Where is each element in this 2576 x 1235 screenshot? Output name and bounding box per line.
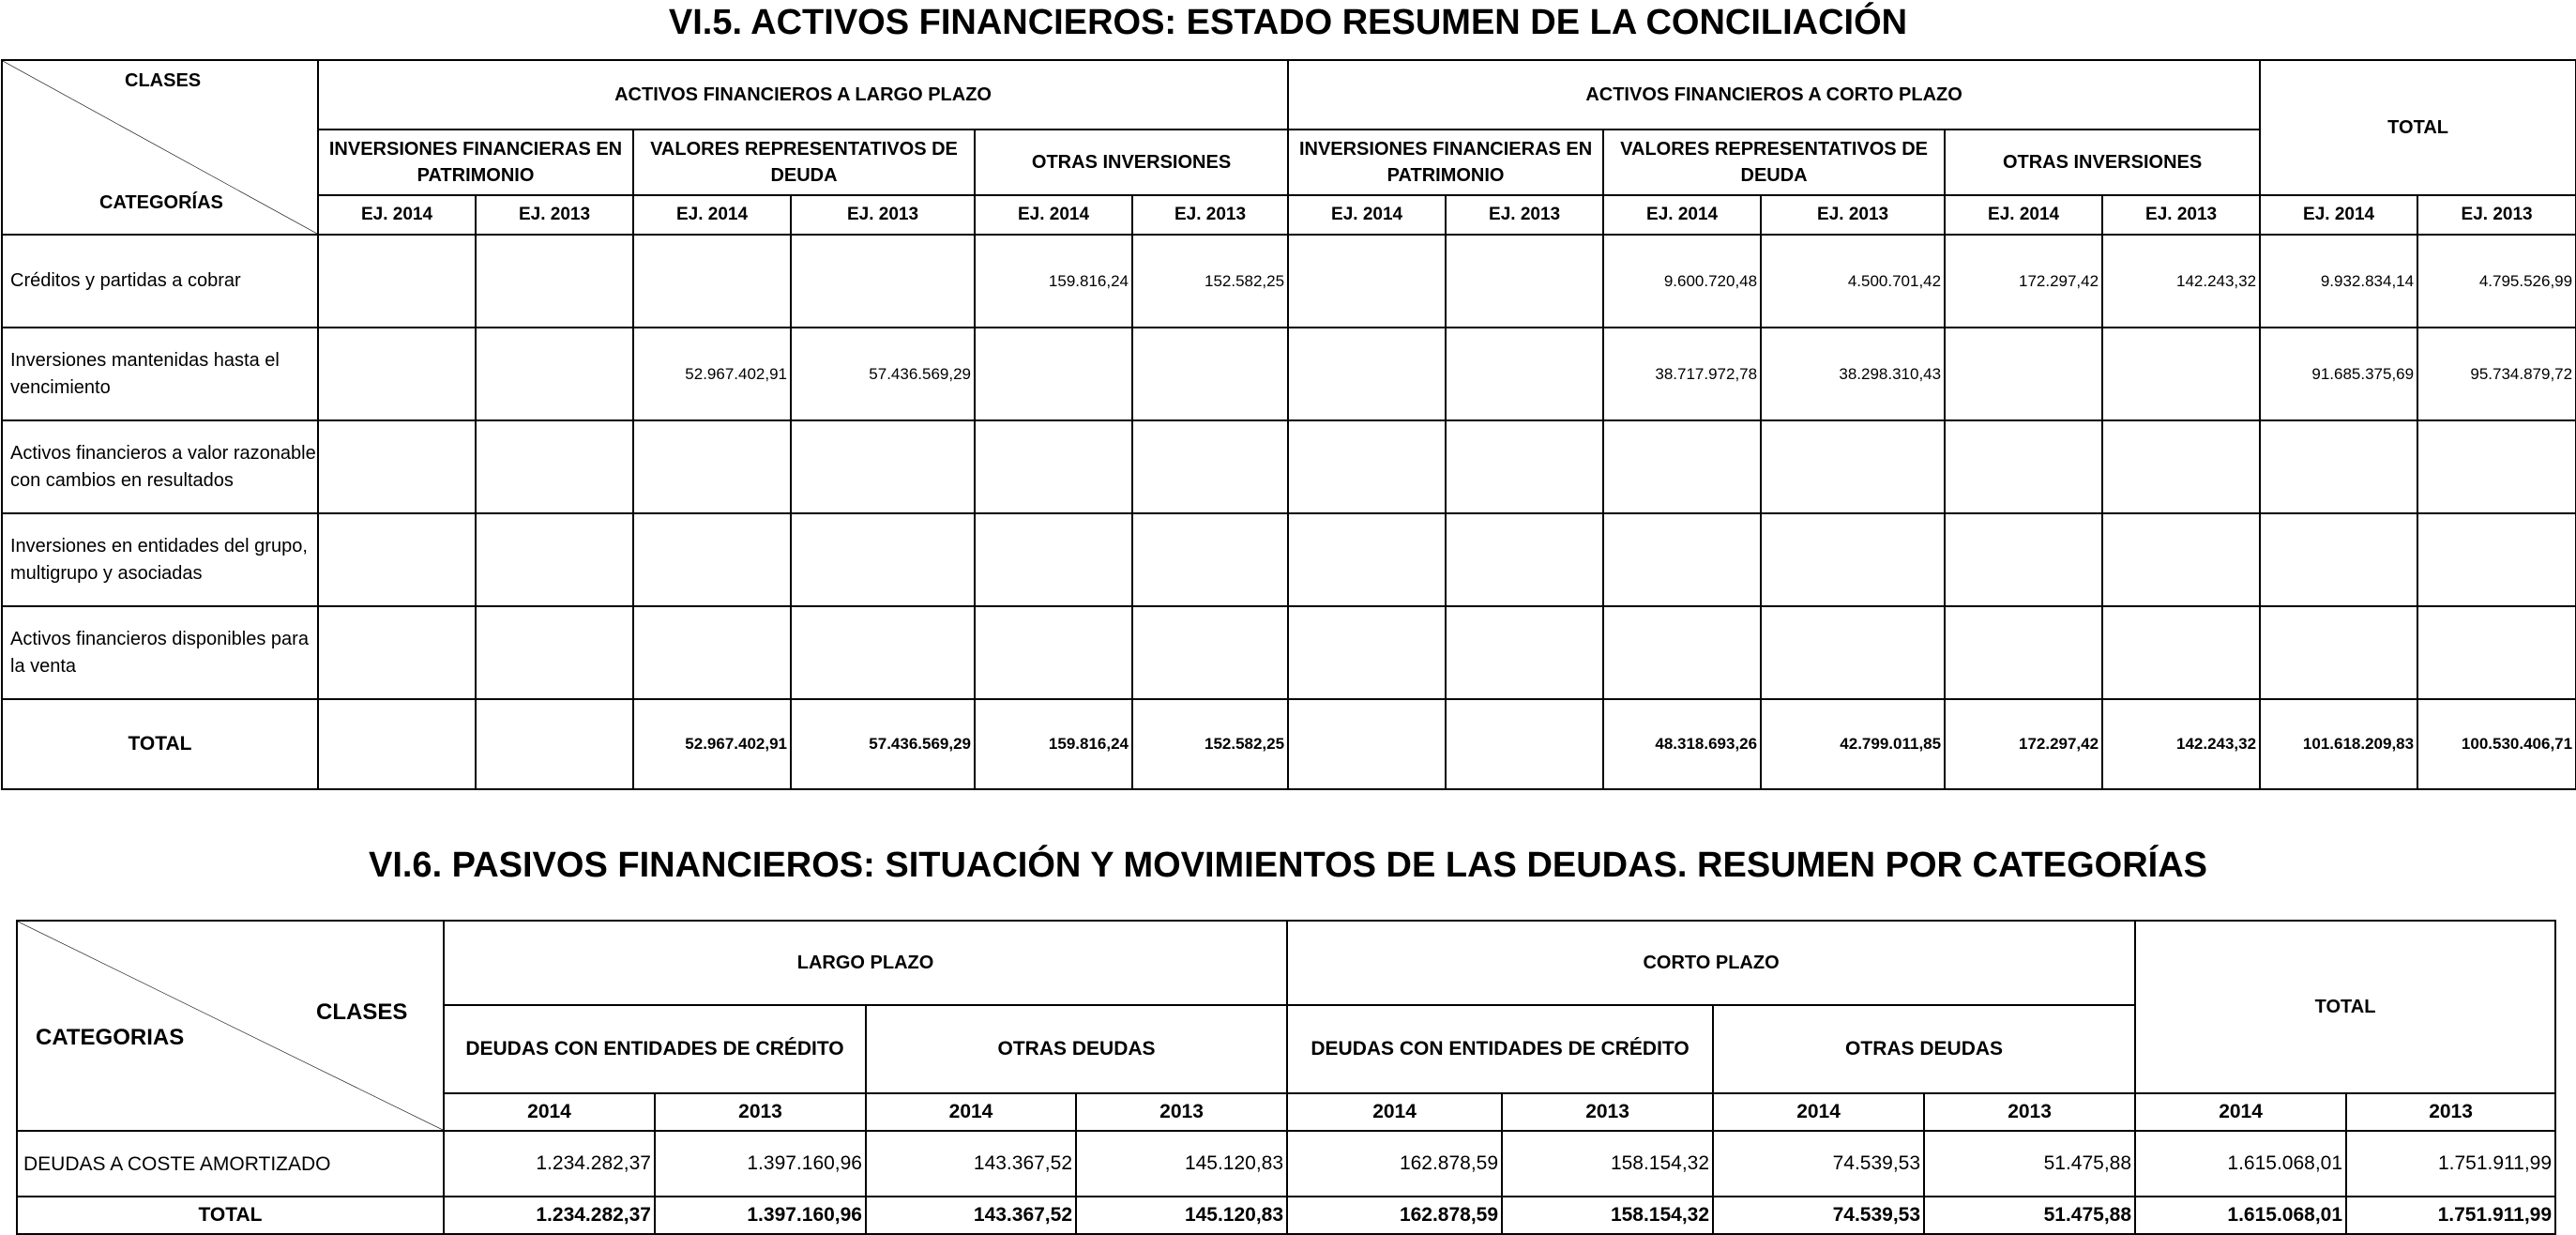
value-cell (1446, 606, 1603, 699)
value-cell (476, 606, 633, 699)
value-cell (1945, 513, 2102, 606)
year-header-cell: 2013 (2346, 1093, 2555, 1131)
value-cell (975, 513, 1132, 606)
total-value-cell: 101.618.209,83 (2260, 699, 2417, 789)
value-cell (1945, 606, 2102, 699)
sub-header-lp-otras-inversiones: OTRAS INVERSIONES (975, 130, 1288, 195)
value-cell (2417, 513, 2576, 606)
total-value-cell: 74.539,53 (1713, 1197, 1924, 1234)
total-value-cell: 152.582,25 (1132, 699, 1288, 789)
value-cell: 52.967.402,91 (633, 328, 791, 420)
year-header-cell: EJ. 2014 (318, 195, 476, 235)
sub-header-cp-valores-deuda: VALORES REPRESENTATIVOS DE DEUDA (1603, 130, 1945, 195)
value-cell: 4.500.701,42 (1761, 235, 1945, 328)
value-cell (476, 328, 633, 420)
value-cell: 159.816,24 (975, 235, 1132, 328)
year-header-cell: 2013 (1924, 1093, 2135, 1131)
value-cell (2102, 420, 2260, 513)
value-cell: 95.734.879,72 (2417, 328, 2576, 420)
year-header-cell: EJ. 2014 (2260, 195, 2417, 235)
total-value-cell: 143.367,52 (866, 1197, 1076, 1234)
row-category-label: Activos financieros disponibles para la venta (2, 606, 318, 699)
value-cell: 9.600.720,48 (1603, 235, 1761, 328)
value-cell: 38.717.972,78 (1603, 328, 1761, 420)
table-row (2, 513, 2576, 606)
sub-header-lp-valores-deuda: VALORES REPRESENTATIVOS DE DEUDA (633, 130, 975, 195)
value-cell (633, 235, 791, 328)
value-cell (2260, 420, 2417, 513)
value-cell (318, 420, 476, 513)
year-header-cell: EJ. 2013 (791, 195, 975, 235)
total-row (17, 1197, 2555, 1234)
value-cell: 74.539,53 (1713, 1131, 1924, 1197)
value-cell (318, 513, 476, 606)
activos-financieros-table (1, 59, 2576, 790)
group-total: TOTAL (2135, 921, 2555, 1093)
corner-clases-label: CLASES (125, 70, 202, 91)
value-cell: 57.436.569,29 (791, 328, 975, 420)
sub-header-cp-patrimonio: INVERSIONES FINANCIERAS EN PATRIMONIO (1288, 130, 1603, 195)
group-corto-plazo: ACTIVOS FINANCIEROS A CORTO PLAZO (1288, 60, 2260, 130)
value-cell (476, 513, 633, 606)
value-cell (1446, 235, 1603, 328)
value-cell (1288, 235, 1446, 328)
total-value-cell: 57.436.569,29 (791, 699, 975, 789)
year-header-cell: EJ. 2013 (1132, 195, 1288, 235)
value-cell (2102, 606, 2260, 699)
total-row-label: TOTAL (17, 1197, 444, 1234)
total-row (2, 699, 2576, 789)
value-cell (1132, 328, 1288, 420)
value-cell (1288, 328, 1446, 420)
year-header-cell: EJ. 2014 (1945, 195, 2102, 235)
value-cell (1446, 513, 1603, 606)
total-value-cell (1288, 699, 1446, 789)
value-cell (791, 235, 975, 328)
total-value-cell: 1.234.282,37 (444, 1197, 655, 1234)
value-cell (476, 235, 633, 328)
total-value-cell (318, 699, 476, 789)
year-header-cell: 2014 (444, 1093, 655, 1131)
table-row (2, 420, 2576, 513)
value-cell (633, 420, 791, 513)
sub-header-lp-otras-deudas: OTRAS DEUDAS (866, 1005, 1287, 1093)
table-row (2, 606, 2576, 699)
value-cell (476, 420, 633, 513)
group-largo-plazo: ACTIVOS FINANCIEROS A LARGO PLAZO (318, 60, 1288, 130)
year-header-cell: EJ. 2013 (2417, 195, 2576, 235)
corner-categorias-label: CATEGORÍAS (99, 192, 223, 213)
sub-header-lp-entidades-credito: DEUDAS CON ENTIDADES DE CRÉDITO (444, 1005, 866, 1093)
total-value-cell: 159.816,24 (975, 699, 1132, 789)
value-cell: 4.795.526,99 (2417, 235, 2576, 328)
total-value-cell: 1.615.068,01 (2135, 1197, 2346, 1234)
value-cell: 1.234.282,37 (444, 1131, 655, 1197)
value-cell (2417, 606, 2576, 699)
value-cell (1603, 513, 1761, 606)
year-header-cell: 2014 (1287, 1093, 1502, 1131)
year-header-cell: EJ. 2013 (1761, 195, 1945, 235)
value-cell (975, 606, 1132, 699)
year-header-cell: EJ. 2014 (633, 195, 791, 235)
year-header-cell: 2014 (866, 1093, 1076, 1131)
value-cell: 1.397.160,96 (655, 1131, 866, 1197)
value-cell (1132, 420, 1288, 513)
value-cell (318, 328, 476, 420)
year-header-cell: 2013 (655, 1093, 866, 1131)
value-cell: 1.751.911,99 (2346, 1131, 2555, 1197)
value-cell (1761, 513, 1945, 606)
year-header-cell: EJ. 2013 (1446, 195, 1603, 235)
value-cell: 9.932.834,14 (2260, 235, 2417, 328)
table-row (2, 235, 2576, 328)
value-cell (1603, 420, 1761, 513)
year-header-cell: 2013 (1502, 1093, 1713, 1131)
total-value-cell: 145.120,83 (1076, 1197, 1287, 1234)
group-largo-plazo: LARGO PLAZO (444, 921, 1287, 1005)
row-category-label: DEUDAS A COSTE AMORTIZADO (17, 1131, 444, 1197)
total-value-cell (1446, 699, 1603, 789)
sub-header-cp-otras-deudas: OTRAS DEUDAS (1713, 1005, 2135, 1093)
value-cell: 91.685.375,69 (2260, 328, 2417, 420)
row-category-label: Inversiones en entidades del grupo, multigrupo y asociadas (2, 513, 318, 606)
value-cell (2102, 328, 2260, 420)
total-value-cell: 162.878,59 (1287, 1197, 1502, 1234)
value-cell: 145.120,83 (1076, 1131, 1287, 1197)
value-cell (1288, 420, 1446, 513)
value-cell (1945, 328, 2102, 420)
corner-header-cell (17, 921, 444, 1131)
value-cell (1446, 328, 1603, 420)
year-header-cell: 2014 (1713, 1093, 1924, 1131)
pasivos-financieros-table (16, 920, 2556, 1235)
value-cell (791, 513, 975, 606)
total-value-cell: 1.397.160,96 (655, 1197, 866, 1234)
row-category-label: Inversiones mantenidas hasta el vencimiento (2, 328, 318, 420)
value-cell (1945, 420, 2102, 513)
sub-header-cp-otras-inversiones: OTRAS INVERSIONES (1945, 130, 2260, 195)
total-value-cell (476, 699, 633, 789)
value-cell: 152.582,25 (1132, 235, 1288, 328)
value-cell (2260, 606, 2417, 699)
total-value-cell: 158.154,32 (1502, 1197, 1713, 1234)
total-value-cell: 172.297,42 (1945, 699, 2102, 789)
year-header-cell: EJ. 2013 (2102, 195, 2260, 235)
value-cell: 142.243,32 (2102, 235, 2260, 328)
value-cell: 162.878,59 (1287, 1131, 1502, 1197)
value-cell (633, 606, 791, 699)
value-cell: 51.475,88 (1924, 1131, 2135, 1197)
total-value-cell: 51.475,88 (1924, 1197, 2135, 1234)
corner-clases-label: CLASES (316, 999, 408, 1025)
total-value-cell: 100.530.406,71 (2417, 699, 2576, 789)
total-value-cell: 52.967.402,91 (633, 699, 791, 789)
sub-header-cp-entidades-credito: DEUDAS CON ENTIDADES DE CRÉDITO (1287, 1005, 1713, 1093)
value-cell (2417, 420, 2576, 513)
value-cell (2260, 513, 2417, 606)
value-cell (1761, 606, 1945, 699)
corner-header-cell (2, 60, 318, 235)
value-cell: 38.298.310,43 (1761, 328, 1945, 420)
activos-title: VI.5. ACTIVOS FINANCIEROS: ESTADO RESUMEN DE LA CONCILIACIÓN (668, 3, 1908, 42)
activos-body (2, 235, 2576, 789)
pasivos-body (17, 1131, 2555, 1234)
value-cell (1761, 420, 1945, 513)
total-value-cell: 142.243,32 (2102, 699, 2260, 789)
row-category-label: Créditos y partidas a cobrar (2, 235, 318, 328)
value-cell (2102, 513, 2260, 606)
total-row-label: TOTAL (2, 699, 318, 789)
value-cell (1132, 606, 1288, 699)
year-header-cell: EJ. 2014 (975, 195, 1132, 235)
year-header-cell: EJ. 2014 (1603, 195, 1761, 235)
table-row (17, 1131, 2555, 1197)
value-cell (1288, 606, 1446, 699)
total-value-cell: 42.799.011,85 (1761, 699, 1945, 789)
row-category-label: Activos financieros a valor razonable con cambios en resultados (2, 420, 318, 513)
value-cell (318, 606, 476, 699)
value-cell: 1.615.068,01 (2135, 1131, 2346, 1197)
year-header-row (2, 195, 2576, 235)
value-cell: 172.297,42 (1945, 235, 2102, 328)
group-corto-plazo: CORTO PLAZO (1287, 921, 2135, 1005)
year-header-cell: EJ. 2013 (476, 195, 633, 235)
sub-header-lp-patrimonio: INVERSIONES FINANCIERAS EN PATRIMONIO (318, 130, 633, 195)
value-cell (975, 420, 1132, 513)
year-header-cell: EJ. 2014 (1288, 195, 1446, 235)
value-cell (791, 606, 975, 699)
value-cell (633, 513, 791, 606)
group-total: TOTAL (2260, 60, 2576, 195)
value-cell (1288, 513, 1446, 606)
value-cell (1132, 513, 1288, 606)
value-cell: 158.154,32 (1502, 1131, 1713, 1197)
value-cell (791, 420, 975, 513)
year-header-cell: 2014 (2135, 1093, 2346, 1131)
pasivos-title: VI.6. PASIVOS FINANCIEROS: SITUACIÓN Y MOVIMIENTOS DE LAS DEUDAS. RESUMEN POR CATEGORÍAS (368, 846, 2208, 885)
total-value-cell: 1.751.911,99 (2346, 1197, 2555, 1234)
value-cell: 143.367,52 (866, 1131, 1076, 1197)
value-cell (1603, 606, 1761, 699)
table-row (2, 328, 2576, 420)
value-cell (975, 328, 1132, 420)
value-cell (318, 235, 476, 328)
total-value-cell: 48.318.693,26 (1603, 699, 1761, 789)
year-header-cell: 2013 (1076, 1093, 1287, 1131)
value-cell (1446, 420, 1603, 513)
corner-categorias-label: CATEGORIAS (36, 1025, 185, 1050)
